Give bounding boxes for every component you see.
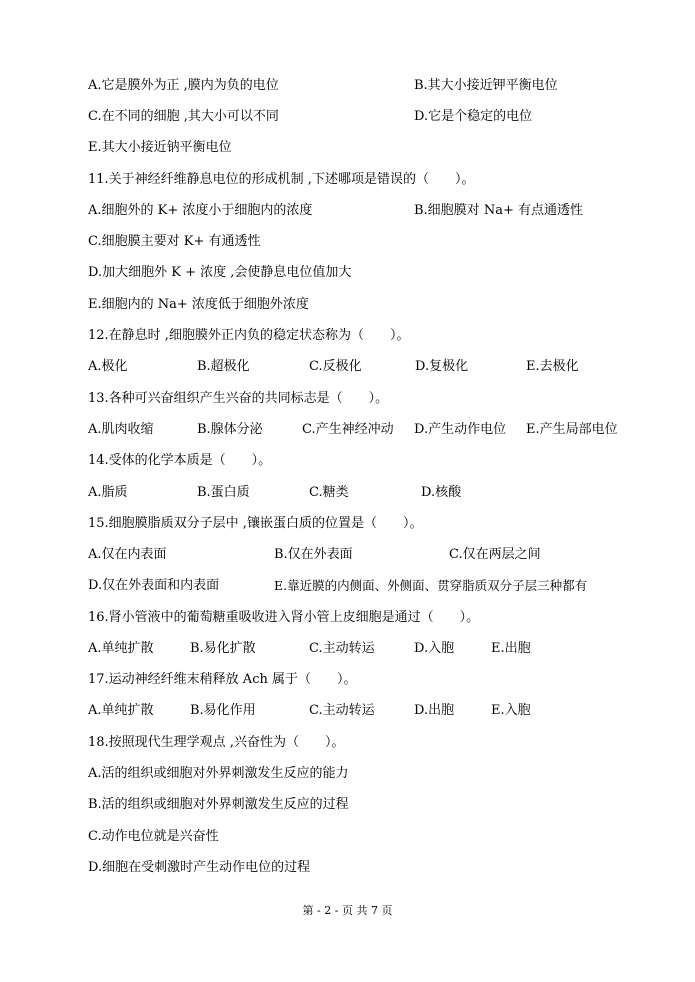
q12-option-c: C.反极化	[309, 359, 362, 374]
q16-option-c: C.主动转运	[309, 641, 375, 656]
q10-option-b: B.其大小接近钾平衡电位	[414, 78, 558, 93]
q11-option-b: B.细胞膜对 Na+ 有点通透性	[414, 203, 583, 218]
q12-option-d: D.复极化	[415, 359, 469, 374]
q10-option-d: D.它是个稳定的电位	[414, 109, 533, 124]
q13-option-b: B.腺体分泌	[197, 422, 263, 437]
q17-option-c: C.主动转运	[309, 703, 375, 718]
q17-option-e: E.入胞	[491, 703, 531, 718]
q15-stem: 15.细胞膜脂质双分子层中 ,镶嵌蛋白质的位置是（ ）。	[88, 516, 423, 531]
q12-option-a: A.极化	[88, 359, 128, 374]
q11-option-c: C.细胞膜主要对 K+ 有通透性	[88, 234, 261, 249]
q12-option-b: B.超极化	[197, 359, 250, 374]
q16-stem: 16.肾小管液中的葡萄糖重吸收进入肾小管上皮细胞是通过（ ）。	[88, 610, 480, 625]
q11-option-e: E.细胞内的 Na+ 浓度低于细胞外浓度	[88, 297, 309, 312]
q15-option-d: D.仅在外表面和内表面	[88, 578, 220, 593]
q13-option-d: D.产生动作电位	[414, 422, 507, 437]
q17-option-b: B.易化作用	[190, 703, 256, 718]
q15-option-a: A.仅在内表面	[88, 547, 167, 562]
q12-stem: 12.在静息时 ,细胞膜外正内负的稳定状态称为（ ）。	[88, 328, 410, 343]
q15-option-b: B.仅在外表面	[274, 547, 353, 562]
q14-option-b: B.蛋白质	[197, 485, 250, 500]
q16-option-e: E.出胞	[491, 641, 531, 656]
q13-option-c: C.产生神经冲动	[302, 422, 394, 437]
page-number-footer: 第 - 2 - 页 共 7 页	[302, 904, 393, 917]
q11-stem: 11.关于神经纤维静息电位的形成机制 ,下述哪项是错误的（ ）。	[88, 172, 475, 187]
q18-option-a: A.活的组织或细胞对外界刺激发生反应的能力	[88, 766, 349, 781]
q13-stem: 13.各种可兴奋组织产生兴奋的共同标志是（ ）。	[88, 391, 389, 406]
q13-option-e: E.产生局部电位	[526, 422, 618, 437]
q12-option-e: E.去极化	[526, 359, 579, 374]
q18-option-c: C.动作电位就是兴奋性	[88, 829, 219, 844]
q10-option-c: C.在不同的细胞 ,其大小可以不同	[88, 109, 279, 124]
q13-option-a: A.肌肉收缩	[88, 422, 154, 437]
q16-option-b: B.易化扩散	[190, 641, 256, 656]
q14-option-a: A.脂质	[88, 485, 128, 500]
q18-option-d: D.细胞在受刺激时产生动作电位的过程	[88, 860, 311, 875]
q11-option-d: D.加大细胞外 K + 浓度 ,会使静息电位值加大	[88, 265, 352, 280]
q16-option-a: A.单纯扩散	[88, 641, 154, 656]
q15-option-c: C.仅在两层之间	[449, 547, 541, 562]
q16-option-d: D.入胞	[414, 641, 455, 656]
q17-option-a: A.单纯扩散	[88, 703, 154, 718]
q17-stem: 17.运动神经纤维末稍释放 Ach 属于（ ）。	[88, 672, 357, 687]
q14-option-d: D.核酸	[421, 485, 462, 500]
q15-option-e: E.靠近膜的内侧面、外侧面、贯穿脂质双分子层三种都有	[274, 578, 588, 593]
q10-option-e: E.其大小接近钠平衡电位	[88, 140, 232, 155]
q18-option-b: B.活的组织或细胞对外界刺激发生反应的过程	[88, 797, 349, 812]
q14-option-c: C.糖类	[309, 485, 349, 500]
q14-stem: 14.受体的化学本质是（ ）。	[88, 453, 272, 468]
q17-option-d: D.出胞	[414, 703, 455, 718]
q10-option-a: A.它是膜外为正 ,膜内为负的电位	[88, 78, 279, 93]
q18-stem: 18.按照现代生理学观点 ,兴奋性为（ ）。	[88, 735, 345, 750]
q11-option-a: A.细胞外的 K+ 浓度小于细胞内的浓度	[88, 203, 313, 218]
